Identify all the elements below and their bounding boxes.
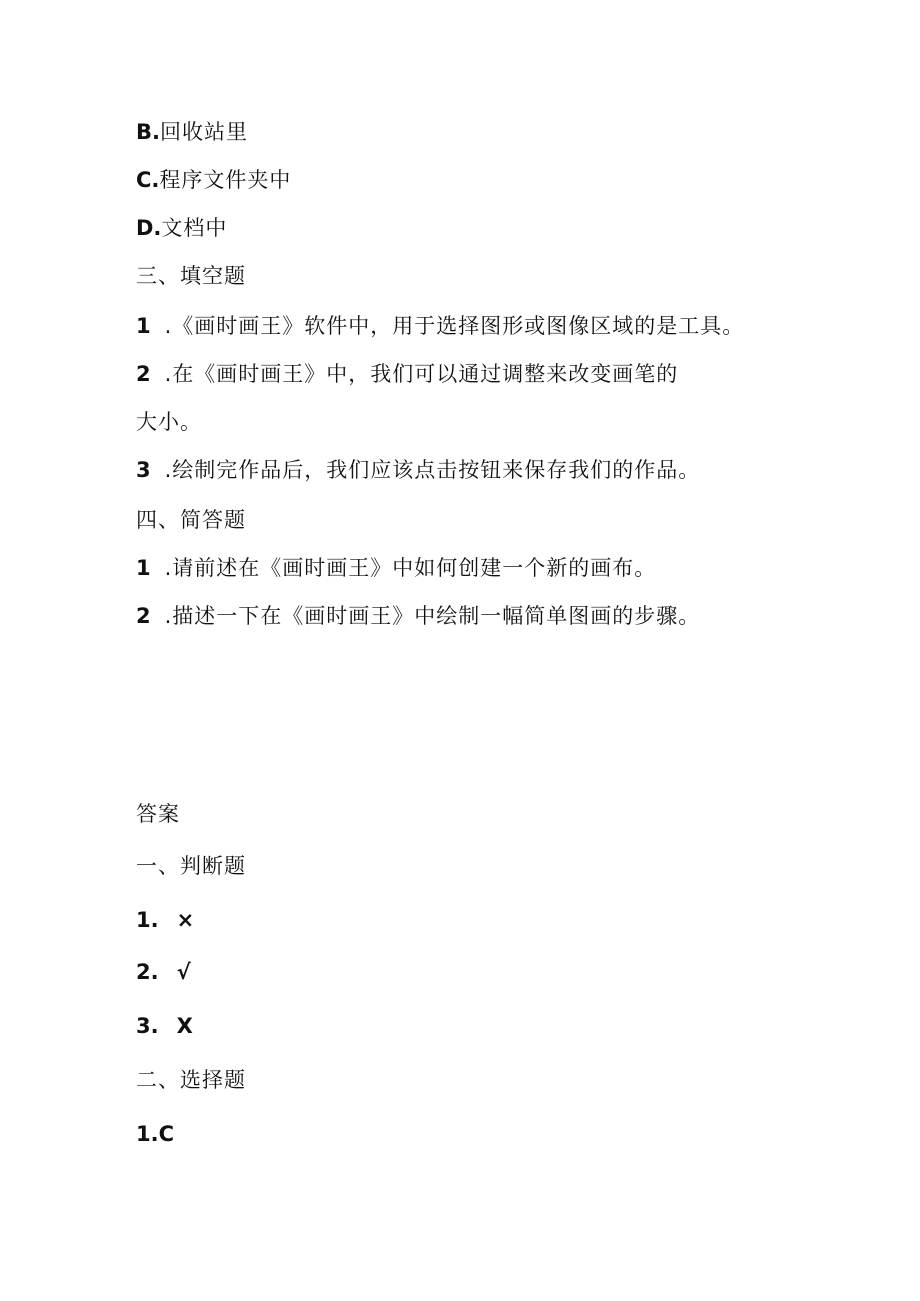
question-item	[136, 602, 700, 630]
option-text: 程序文件夹中	[159, 168, 292, 192]
section-title-fill-blank: 三、填空题	[136, 264, 246, 288]
question-text: .请前述在《画时画王》中如何创建一个新的画布。	[164, 556, 657, 580]
answers-heading: 答案	[136, 802, 180, 826]
option-c	[136, 166, 291, 194]
answer-item	[136, 1012, 194, 1040]
question-number: 1	[136, 314, 151, 338]
option-letter: C.	[136, 168, 160, 192]
question-number: 1	[136, 556, 151, 580]
question-item	[136, 312, 744, 340]
answer-mark: X	[176, 1014, 194, 1038]
option-text: 文档中	[161, 216, 228, 240]
answer-number: 1.	[136, 908, 159, 932]
answer-number: 2.	[136, 960, 159, 984]
option-d	[136, 214, 227, 242]
answer-mark: √	[176, 960, 192, 984]
question-item	[136, 360, 678, 388]
question-text: .在《画时画王》中，我们可以通过调整来改变画笔的	[164, 362, 679, 386]
question-text: .绘制完作品后，我们应该点击按钮来保存我们的作品。	[164, 458, 701, 482]
question-text: .《画时画王》软件中，用于选择图形或图像区域的是工具。	[164, 314, 745, 338]
question-item	[136, 456, 700, 484]
question-item	[136, 554, 656, 582]
question-text: .描述一下在《画时画王》中绘制一幅简单图画的步骤。	[164, 604, 701, 628]
answer-item	[136, 906, 195, 934]
option-letter: B.	[136, 120, 160, 144]
answer-mark: ×	[176, 908, 196, 932]
answer-item	[136, 958, 192, 986]
answer-number: 3.	[136, 1014, 159, 1038]
question-number: 2	[136, 362, 151, 386]
answer-number: 1.	[136, 1122, 159, 1146]
answer-item	[136, 1120, 174, 1148]
question-number: 2	[136, 604, 151, 628]
section-title-true-false: 一、判断题	[136, 854, 246, 878]
option-text: 回收站里	[159, 120, 248, 144]
section-title-multiple-choice: 二、选择题	[136, 1068, 246, 1092]
section-title-short-answer: 四、简答题	[136, 508, 246, 532]
option-b	[136, 118, 248, 146]
answer-mark: C	[158, 1122, 175, 1146]
question-number: 3	[136, 458, 151, 482]
option-letter: D.	[136, 216, 162, 240]
question-continuation: 大小。	[136, 410, 202, 434]
